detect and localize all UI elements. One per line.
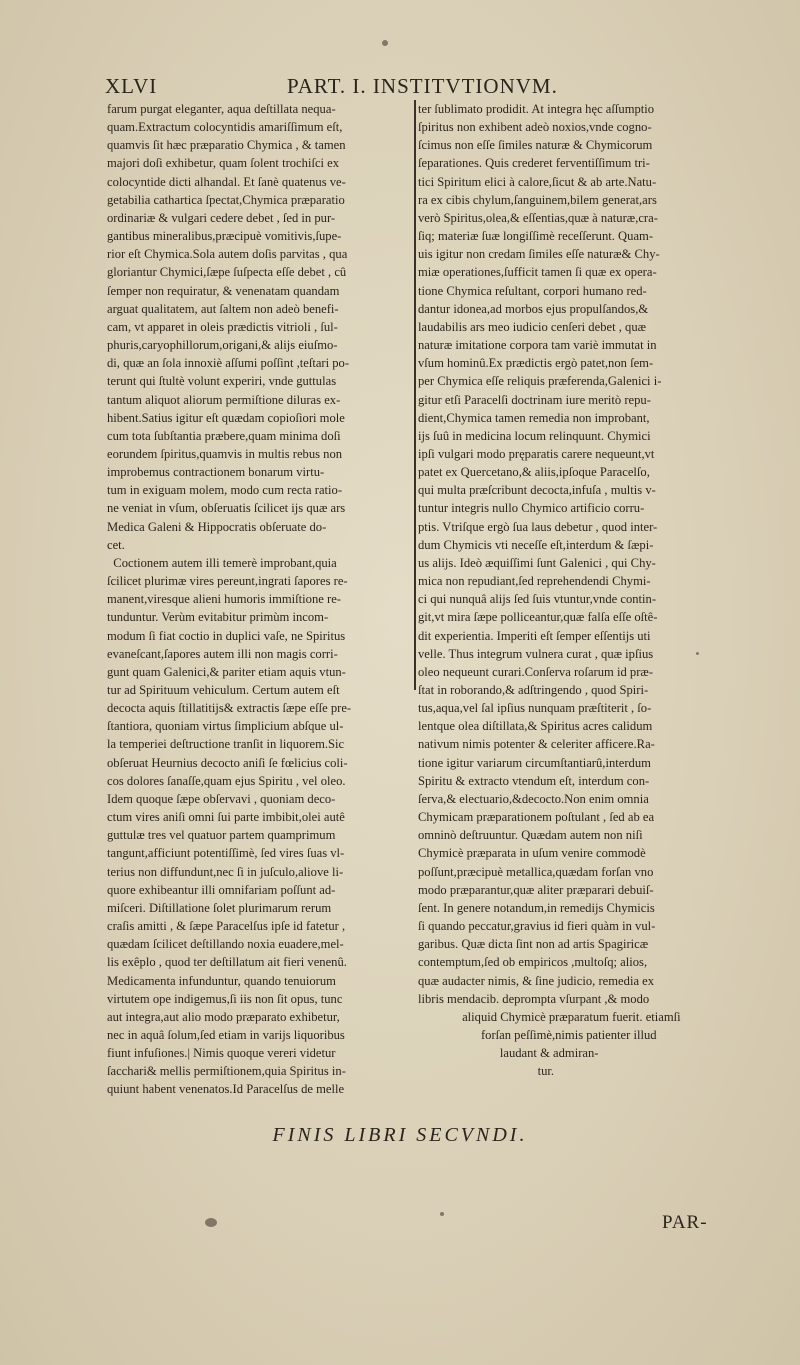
text-line: gantibus mineralibus,præcipuè vomitivis,ſupe-: [107, 229, 342, 244]
left-text-column: [107, 100, 413, 1099]
text-line: gloriantur Chymici,ſæpe ſuſpecta eſſe debet , cû: [107, 265, 347, 280]
text-line: craſis amitti , & ſæpe Paracelſus ipſe id fatetur ,: [107, 919, 346, 934]
text-line: per Chymica eſſe reliquis præferenda,Galenici i-: [418, 374, 662, 389]
text-line: tur ad Spirituum vehiculum. Certum autem eſt: [107, 683, 340, 697]
ink-blot: [382, 40, 388, 46]
text-line: obſeruat Heurnius decocto aniſi ſe fœlicius coli-: [107, 755, 348, 770]
text-line: tum in exiguam molem, modo cum recta ratio-: [107, 483, 343, 498]
text-line: ſemper non requiratur, & venenatam quandam: [107, 283, 340, 298]
text-line: farum purgat eleganter, aqua deſtillata nequa-: [107, 102, 336, 116]
text-line: miſceri. Diſtillatione ſolet plurimarum rerum: [107, 900, 332, 915]
text-line: cet.: [107, 537, 125, 552]
text-line: ſtantiora, quoniam virtus ſimplicium abſque ul-: [107, 719, 344, 734]
text-line: omninò deſtruuntur. Quædam autem non niſi: [418, 828, 643, 843]
text-line: dantur idonea,ad morbos ejus propulſandos,&: [418, 301, 649, 316]
text-line: git,vt mira ſæpe polliceantur,quæ falſa eſſe oſtê-: [418, 610, 658, 625]
text-line: lentque olea diſtillata,& Spiritus acres calidum: [418, 719, 653, 734]
text-line: virtutem ope indigemus,ſi iis non ſit opus, tunc: [107, 991, 343, 1006]
text-line: terius non diffundunt,nec ſi in juſculo,aliove li-: [107, 864, 344, 879]
text-line: guttulæ tres vel quatuor partem quamprimum: [107, 828, 336, 843]
text-line: tangunt,afficiunt potentiſſimè, ſed vires ſuas vl-: [107, 846, 345, 861]
text-line: Medicamenta infunduntur, quando tenuiorum: [107, 973, 336, 988]
text-line: aut integra,aut alio modo præparato exhibetur,: [107, 1009, 340, 1024]
text-line: eorundem ſpiritus,quamvis in multis rebus non: [107, 446, 343, 461]
text-line: ſacchari& mellis permiſtionem,quia Spiritus in-: [107, 1064, 346, 1079]
text-line: verò Spiritus,olea,& eſſentias,quæ à naturæ,cra-: [418, 210, 658, 225]
text-line: ſi quando peccatur,gravius id fieri quàm in vul-: [418, 919, 656, 934]
text-line: evaneſcant,ſapores autem illi non magis corri-: [107, 646, 338, 661]
text-line: tione igitur variarum circumſtantiarû,interdum: [418, 755, 651, 770]
text-line: Medica Galeni & Hippocratis obſeruate do-: [107, 519, 327, 534]
text-line: contemptum,ſed ob empiricos ,multoſq; alios,: [418, 955, 648, 970]
text-line: colocyntide dicti alhandal. Et ſanè quatenus ve-: [107, 174, 346, 189]
text-line: uis igitur non credam ſimiles eſſe naturæ& Chy-: [418, 247, 660, 262]
text-line: nec in aquâ ſolum,ſed etiam in varijs liquoribus: [107, 1027, 345, 1042]
right-text-column: [418, 100, 718, 1080]
text-line: ra ex cibis chylum,ſanguinem,bilem generat,ars: [418, 192, 657, 207]
text-line: aliquid Chymicè præparatum fuerit. etiamſi: [418, 1009, 681, 1024]
text-line: quædam ſcilicet deſtillando noxia euadere,mel-: [107, 937, 344, 952]
text-line: garibus. Quæ dicta ſint non ad artis Spagiricæ: [418, 937, 649, 952]
text-line: ctum vires aniſi omni ſui parte imbibit,olei autê: [107, 810, 345, 825]
text-line: tunduntur. Verùm evitabitur primùm incom-: [107, 610, 329, 625]
text-line: gunt quam Galenici,& pariter etiam aquis vtun-: [107, 664, 346, 679]
text-line: miæ operationes,ſufficit tamen ſi quæ ex opera-: [418, 265, 657, 280]
text-line: lis exêplo , quod ter deſtillatum ait fieri venenû.: [107, 955, 347, 970]
text-line: fiunt infuſiones.| Nimis quoque vereri videtur: [107, 1046, 336, 1061]
text-line: naturæ imitatione corpora tam variè immutat in: [418, 338, 657, 353]
running-head: PART. I. INSTITVTIONVM.: [287, 74, 558, 98]
text-line: decocta aquis ſtillatitijs& extractis ſæpe eſſe pre-: [107, 701, 352, 716]
text-line: us alijs. Ideò æquiſſimi ſunt Galenici , qui Chy-: [418, 555, 656, 570]
text-line: rior eſt Chymica.Sola autem doſis parvitas , qua: [107, 247, 348, 262]
text-line: tici Spiritum elici à calore,ſicut & ab arte.Natu-: [418, 174, 657, 189]
text-line: ſpiritus non exhibent adeò noxios,vnde cogno-: [418, 120, 652, 135]
text-line: la temperiei deſtructione tranſit in liquorem.Sic: [107, 737, 345, 752]
text-line: dit experientia. Imperiti eſt ſemper eſſentijs uti: [418, 628, 651, 643]
text-line: oleo nequeunt curari.Conſerva roſarum id præ-: [418, 664, 654, 679]
ink-blot: [205, 1218, 217, 1227]
text-line: ci qui nunquâ alijs ſed ſuis vtuntur,vnde contin-: [418, 592, 657, 607]
text-line: tantum aliquot aliorum permiſtione diluras ex-: [107, 392, 341, 407]
text-line: hibent.Satius igitur eſt quædam copioſiori mole: [107, 410, 345, 425]
text-line: forſan peſſimè,nimis patienter illud: [418, 1027, 657, 1042]
text-line: majori doſi exhibetur, quam ſolent trochiſci ex: [107, 156, 340, 171]
text-line: ſtat in roborando,& adſtringendo , quod Spiri-: [418, 683, 649, 697]
ink-blot: [440, 1212, 444, 1216]
text-line: cam, vt apparet in oleis prædictis vitrioli , ſul-: [107, 319, 338, 334]
text-line: Idem quoque ſæpe obſervavi , quoniam deco-: [107, 791, 336, 806]
text-line: laudant & admiran-: [418, 1046, 599, 1061]
text-line: libris mendacib. deprompta vſurpant ,& modo: [418, 991, 650, 1006]
text-line: patet ex Quercetano,& aliis,ipſoque Paracelſo,: [418, 465, 650, 480]
text-line: tus,aqua,vel ſal ipſius nunquam præſtiterit , ſo-: [418, 701, 652, 716]
text-line: velle. Thus integrum vulnera curat , quæ ipſius: [418, 646, 654, 661]
text-line: modo præparantur,quæ aliter præparari debuiſ-: [418, 882, 654, 897]
text-line: ſeparationes. Quis crederet ferventiſſimum tri-: [418, 156, 650, 171]
text-line: quamvis ſit hæc præparatio Chymica , & tamen: [107, 138, 346, 153]
text-line: di, quæ an ſola innoxiè aſſumi poſſint ,teſtari po-: [107, 356, 350, 371]
column-divider: [414, 100, 416, 690]
text-line: ſent. In genere notandum,in remedijs Chymicis: [418, 900, 655, 915]
text-line: ter ſublimato prodidit. At integra hęc aſſumptio: [418, 102, 655, 116]
text-line: Chymicam præparationem poſtulant , ſed ab ea: [418, 810, 655, 825]
text-line: cos dolores ſanaſſe,quam ejus Spiritu , vel oleo.: [107, 773, 346, 788]
text-line: ipſi vulgari modo pręparatis carere nequeunt,vt: [418, 446, 655, 461]
text-line: ſiq; materiæ ſuæ longiſſimè receſſerunt. Quam-: [418, 229, 654, 244]
ink-blot: [696, 652, 699, 655]
text-line: cum tota ſubſtantia præbere,quam minima doſi: [107, 428, 341, 443]
text-line: modum ſi fiat coctio in duplici vaſe, ne Spiritus: [107, 628, 346, 643]
text-line: poſſunt,præcipuè metallica,quædam forſan vno: [418, 864, 654, 879]
text-line: nativum nimis potenter & celeriter afficere.Ra-: [418, 737, 655, 752]
text-line: tione Chymica reſultant, corpori humano red-: [418, 283, 647, 298]
text-line: ſcimus non eſſe ſimiles naturæ & Chymicorum: [418, 138, 653, 153]
text-line: quiunt habent venenatos.Id Paracelſus de melle: [107, 1082, 345, 1097]
text-line: Chymicè præparata in uſum venire commodè: [418, 846, 646, 861]
text-line: ſcilicet plurimæ vires pereunt,ingrati ſapores re-: [107, 574, 348, 589]
text-line: phuris,caryophillorum,origani,& alijs eiuſmo-: [107, 338, 338, 353]
text-line: ptis. Vtriſque ergò ſua laus debetur , quod inter-: [418, 519, 658, 534]
text-line: qui multa præſcribunt decocta,infuſa , multis v-: [418, 483, 656, 498]
text-line: dient,Chymica tamen remedia non improbant,: [418, 410, 650, 425]
text-line: gitur etſi Paracelſi doctrinam iure meritò repu-: [418, 392, 651, 407]
text-line: getabilia cathartica ſpectat,Chymica præparatio: [107, 192, 345, 207]
text-line: mica non repudiant,ſed reprehendendi Chymi-: [418, 574, 651, 589]
text-line: quam.Extractum colocyntidis amariſſimum eſt,: [107, 120, 343, 135]
text-line: ijs ſuû in medicina locum relinquunt. Chymici: [418, 428, 651, 443]
text-line: vſum hominû.Ex prædictis ergò patet,non ſem-: [418, 356, 654, 371]
text-line: ne veniat in vſum, obſeruatis ſcilicet ijs quæ ars: [107, 501, 346, 516]
finis-line: FINIS LIBRI SECVNDI.: [272, 1124, 528, 1146]
text-line: arguat qualitatem, aut ſaltem non adeò benefi-: [107, 301, 339, 316]
text-line: quore exhibeantur illi omnifariam poſſunt ad-: [107, 882, 336, 897]
text-line: Coctionem autem illi temerè improbant,quia: [107, 555, 337, 570]
text-line: improbemus contractionem bonarum virtu-: [107, 465, 325, 480]
text-line: terunt qui ſtultè volunt experiri, vnde guttulas: [107, 374, 337, 389]
folio-number: XLVI: [105, 74, 158, 98]
text-line: tur.: [418, 1064, 555, 1079]
text-line: Spiritu & extracto vtendum eſt, interdum con-: [418, 773, 650, 788]
catchword: PAR-: [662, 1212, 708, 1233]
text-line: manent,viresque alieni humoris immiſtione re-: [107, 592, 341, 607]
text-line: tuntur integris nullo Chymico artificio corru-: [418, 501, 645, 516]
text-line: ordinariæ & vulgari cedere debet , ſed in pur-: [107, 210, 336, 225]
text-line: ſerva,& electuario,&decocto.Non enim omnia: [418, 791, 649, 806]
text-line: quæ audacter nimis, & ſine judicio, remedia ex: [418, 973, 655, 988]
text-line: laudabilis ars meo iudicio cenſeri debet , quæ: [418, 319, 647, 334]
text-line: dum Chymicis vti neceſſe eſt,interdum & ſæpi-: [418, 537, 654, 552]
